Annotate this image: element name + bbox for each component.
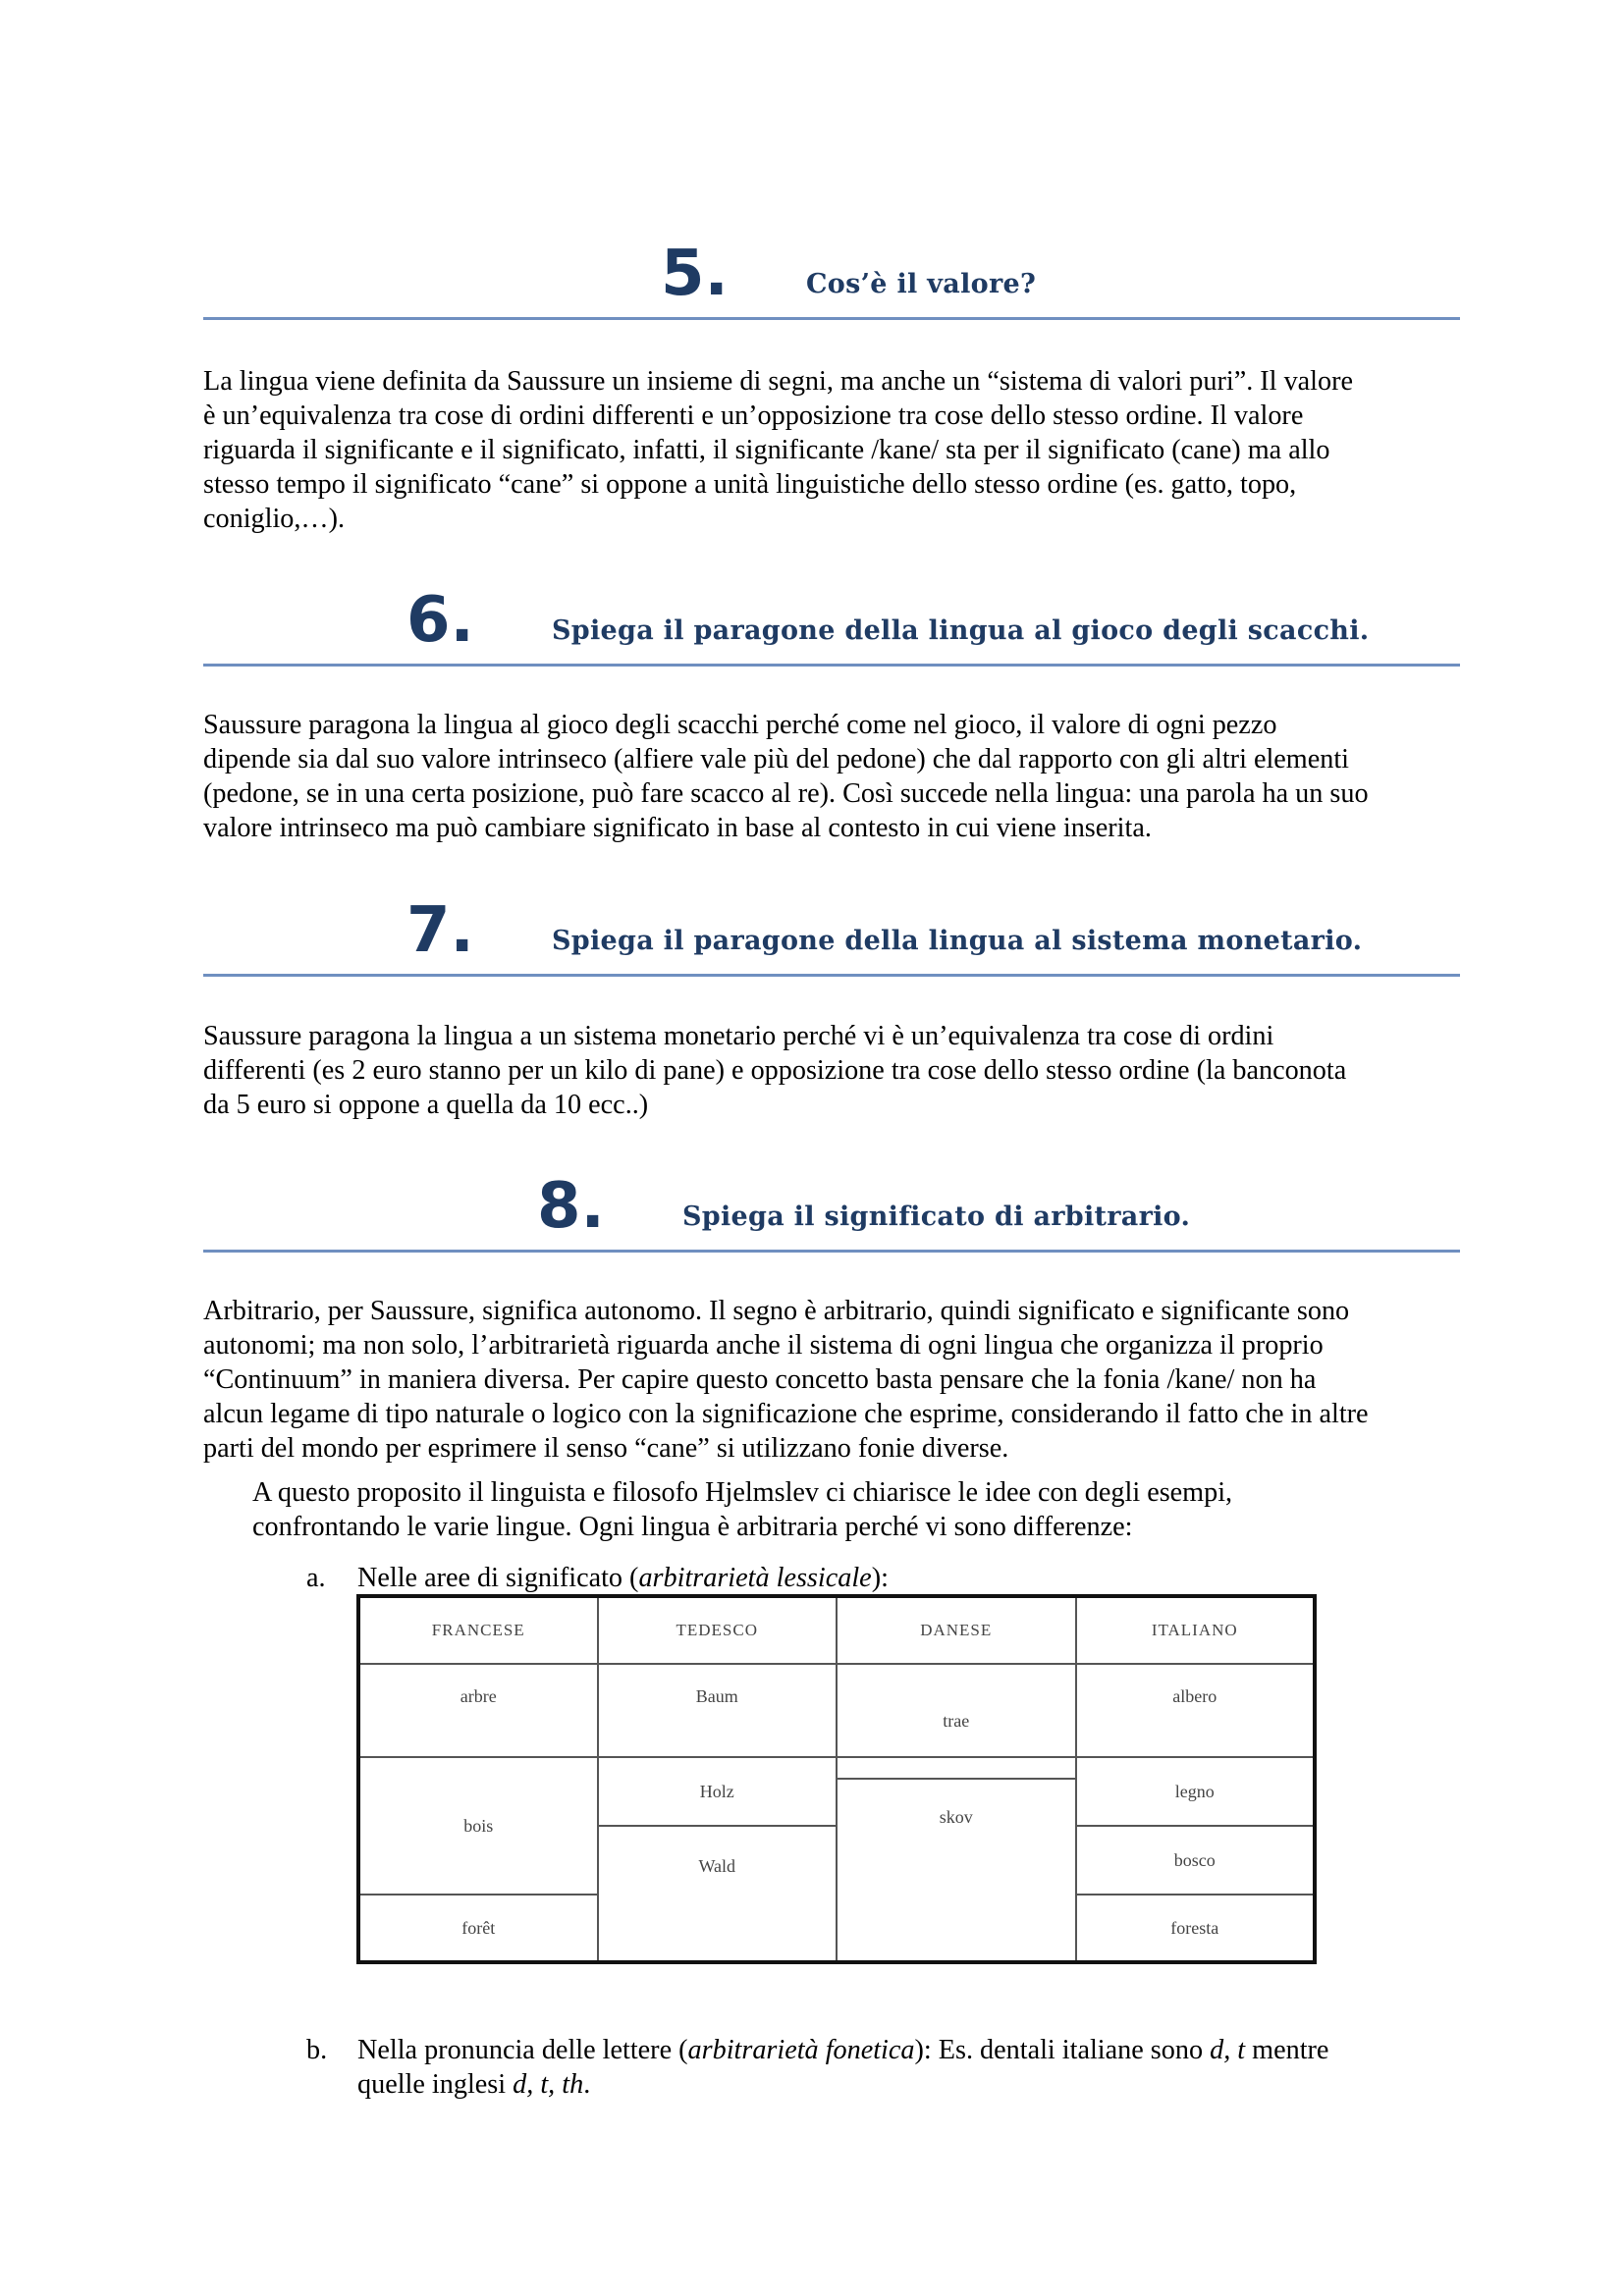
table-header-danese: DANESE [837, 1596, 1076, 1664]
text-line: valore intrinseco ma può cambiare significato in base al contesto in cui viene inserita. [203, 813, 1152, 843]
section-number: 8. [537, 1170, 605, 1243]
list-text-italic: arbitrarietà lessicale [638, 1563, 872, 1593]
paragraph-5 [203, 364, 1480, 536]
table-cell: skov [837, 1757, 1076, 1962]
table-cell: legno [1076, 1757, 1316, 1826]
section-8-heading [203, 1170, 1460, 1256]
text-line: differenti (es 2 euro stanno per un kilo di pane) e opposizione tra cose dello stesso ordine (la banconota [203, 1055, 1347, 1086]
section-question: Spiega il paragone della lingua al gioco degli scacchi. [552, 615, 1370, 646]
table-cell [837, 1664, 1076, 1757]
heading-rule [203, 317, 1460, 320]
text-line: Arbitrario, per Saussure, significa autonomo. Il segno è arbitrario, quindi significato e significante sono [203, 1296, 1350, 1326]
section-number: 6. [406, 584, 474, 657]
list-text-plain: . [583, 2069, 591, 2100]
table-header-italiano: ITALIANO [1076, 1596, 1316, 1664]
lexical-arbitrariness-table [356, 1594, 1317, 1964]
list-text-plain: ): [871, 1563, 889, 1593]
text-line: parti del mondo per esprimere il senso “cane” si utilizzano fonie diverse. [203, 1433, 1009, 1464]
list-text-italic: d, t, th [513, 2069, 584, 2100]
list-text-plain: Nelle aree di significato ( [357, 1563, 639, 1593]
text-line: dipende sia dal suo valore intrinseco (alfiere vale più del pedone) che dal rapporto con gli altri elementi [203, 744, 1349, 774]
text-line: “Continuum” in maniera diversa. Per capire questo concetto basta pensare che la fonia /kane/ non ha [203, 1364, 1317, 1395]
text-line: A questo proposito il linguista e filosofo Hjelmslev ci chiarisce le idee con degli esempi, [252, 1477, 1233, 1508]
section-7-heading [203, 894, 1460, 981]
text-line: Saussure paragona la lingua a un sistema monetario perché vi è un’equivalenza tra cose di ordini [203, 1021, 1274, 1051]
text-line: è un’equivalenza tra cose di ordini differenti e un’opposizione tra cose dello stesso ordine. Il valore [203, 400, 1304, 431]
section-5-heading [203, 240, 1460, 324]
heading-rule [203, 664, 1460, 667]
section-6-heading [203, 584, 1460, 670]
section-question: Spiega il significato di arbitrario. [682, 1201, 1191, 1232]
section-question: Cos’è il valore? [806, 269, 1037, 299]
list-text-plain: quelle inglesi [357, 2069, 514, 2100]
list-item-b [306, 2033, 1485, 2104]
table-header-francese: FRANCESE [358, 1596, 598, 1664]
paragraph-8-continued [252, 1475, 1480, 1544]
list-marker: b. [306, 2035, 328, 2065]
text-line: La lingua viene definita da Saussure un insieme di segni, ma anche un “sistema di valori puri”. Il valore [203, 366, 1353, 397]
text-line: Saussure paragona la lingua al gioco degli scacchi perché come nel gioco, il valore di ogni pezzo [203, 710, 1277, 740]
list-text-plain: mentre [1245, 2035, 1329, 2065]
list-text-plain: ): Es. dentali italiane sono [914, 2035, 1211, 2065]
text-line: coniglio,…). [203, 504, 346, 534]
table-cell: arbre [358, 1664, 598, 1757]
paragraph-8 [203, 1294, 1480, 1466]
paragraph-6 [203, 708, 1480, 845]
text-line: (pedone, se in una certa posizione, può fare scacco al re). Così succede nella lingua: una parola ha un suo [203, 778, 1369, 809]
section-question: Spiega il paragone della lingua al sistema monetario. [552, 926, 1363, 956]
list-item-a [306, 1561, 1485, 1595]
table-cell-text: trae [838, 1665, 1075, 1780]
list-marker: a. [306, 1563, 326, 1593]
text-line: autonomi; ma non solo, l’arbitrarietà riguarda anche il sistema di ogni lingua che organizza il proprio [203, 1330, 1324, 1361]
table-cell: foresta [1076, 1895, 1316, 1962]
table-header-tedesco: TEDESCO [598, 1596, 838, 1664]
list-text [357, 2033, 1487, 2102]
table-cell: Baum [598, 1664, 838, 1757]
text-line: alcun legame di tipo naturale o logico con la significazione che esprime, considerando il fatto che in altre [203, 1399, 1369, 1429]
text-line: riguarda il significante e il significato, infatti, il significante /kane/ sta per il significato (cane) ma allo [203, 435, 1330, 465]
list-text-italic: arbitrarietà fonetica [687, 2035, 915, 2065]
table-cell: Holz [598, 1757, 838, 1826]
list-text-plain: Nella pronuncia delle lettere ( [357, 2035, 688, 2065]
table-cell: bois [358, 1757, 598, 1895]
section-number: 5. [661, 238, 729, 310]
table-cell: forêt [358, 1895, 598, 1962]
list-text [357, 1561, 1487, 1595]
text-line: da 5 euro si oppone a quella da 10 ecc..) [203, 1090, 649, 1120]
section-number: 7. [406, 894, 474, 967]
list-text-italic: d, t [1210, 2035, 1246, 2065]
table-cell: Wald [598, 1826, 838, 1962]
table-cell: bosco [1076, 1826, 1316, 1895]
paragraph-7 [203, 1019, 1480, 1122]
heading-rule [203, 1250, 1460, 1253]
text-line: stesso tempo il significato “cane” si oppone a unità linguistiche dello stesso ordine (es. gatto, topo, [203, 469, 1297, 500]
heading-rule [203, 974, 1460, 977]
text-line: confrontando le varie lingue. Ogni lingua è arbitraria perché vi sono differenze: [252, 1512, 1133, 1542]
table-cell: albero [1076, 1664, 1316, 1757]
